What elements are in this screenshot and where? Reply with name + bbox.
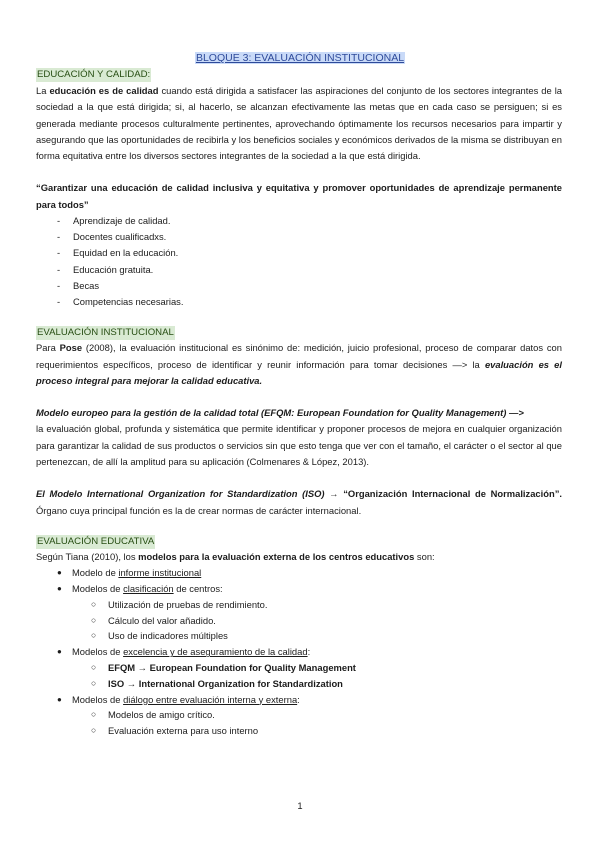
paragraph: Modelo europeo para la gestión de la calidad total (EFQM: European Foundation for Quality Management) —> — [36, 407, 524, 419]
list-item: - Educación gratuita. — [36, 262, 562, 278]
list-item: ● Modelos de clasificación de centros: ○ Utilización de pruebas de rendimiento. ○ Cálculo del valor añadido. ○ Uso de indicadores múltiples — [36, 581, 562, 644]
section-evaluacion-educativa — [36, 535, 562, 739]
section-heading: EVALUACIÓN INSTITUCIONAL — [37, 327, 174, 339]
sub-list-item: ○ Uso de indicadores múltiples — [91, 630, 228, 642]
paragraph: El Modelo International Organization for Standardization (ISO) → “Organización Internacional de Normalización”. Órgano cuya principal función es la de crear normas de carácter internacional. — [36, 488, 562, 516]
sub-list-item: ○ Cálculo del valor añadido. — [91, 614, 216, 626]
sub-list-item: ○ Evaluación externa para uso interno — [91, 725, 259, 737]
paragraph: Para Pose (2008), la evaluación institucional es sinónimo de: medición, juicio profesional, proceso de comparar datos con requerimientos específicos, proceso de identificar y reunir información para tomar decisiones —> la evaluación es el proceso integral para mejorar la calidad educativa. — [36, 342, 562, 386]
list-item: - Docentes cualificadxs. — [36, 229, 562, 245]
list-item: - Equidad en la educación. — [36, 245, 562, 261]
model-list — [36, 565, 562, 739]
quote: “Garantizar una educación de calidad inclusiva y equitativa y promover oportunidades de aprendizaje permanente para todos” — [36, 182, 562, 210]
paragraph: Según Tiana (2010), los modelos para la evaluación externa de los centros educativos son: — [36, 550, 435, 562]
paragraph: la evaluación global, profunda y sistemática que permite identificar y proponer procesos de mejora en cualquier organización para garantizar la calidad de sus productos o servicios sin que esto tenga que ver con el tamaño, el carácter o el sector al que pertenezcan, de allí la amplitud para su aplicación (Colmenares & López, 2013). — [36, 423, 562, 468]
list-item: - Competencias necesarias. — [36, 294, 562, 310]
bullet-list — [36, 213, 562, 310]
page-title: BLOQUE 3: EVALUACIÓN INSTITUCIONAL — [195, 52, 405, 64]
list-item: - Aprendizaje de calidad. — [36, 213, 562, 229]
section-evaluacion-institucional — [36, 326, 562, 519]
sub-list-item: ○ EFQM → European Foundation for Quality Management — [91, 662, 356, 674]
list-item: ● Modelos de excelencia y de aseguramiento de la calidad: ○ EFQM → European Foundation for Quality Management ○ ISO → International Organization for Standardization — [36, 644, 562, 691]
sub-list-item: ○ Modelos de amigo crítico. — [91, 709, 215, 721]
sub-list — [72, 660, 562, 692]
page-number: 1 — [297, 800, 303, 811]
list-item: ● Modelo de informe institucional — [57, 567, 202, 579]
list-item: ● Modelos de diálogo entre evaluación interna y externa: ○ Modelos de amigo crítico. ○ Evaluación externa para uso interno — [36, 692, 562, 739]
paragraph: La educación es de calidad cuando está dirigida a satisfacer las aspiraciones del conjunto de los sectores integrantes de la sociedad a la que está dirigida; si, al hacerlo, se alcanzan efectivamente las metas que en cada caso se persiguen; si es generada mediante procesos culturalmente pertinentes, aprovechando óptimamente los recursos necesarios para impartir y asegurando que las oportunidades de recibirla y los beneficios sociales y económicos derivados de la misma se distribuyan en forma equitativa entre los diversos sectores integrantes de la sociedad a la que está dirigida. — [36, 85, 562, 162]
sub-list-item: ○ ISO → International Organization for Standardization — [91, 677, 343, 689]
document-content — [36, 68, 562, 739]
sub-list — [72, 707, 562, 739]
section-heading: EVALUACIÓN EDUCATIVA — [37, 535, 155, 547]
section-heading: EDUCACIÓN Y CALIDAD: — [37, 69, 151, 80]
section-educacion-calidad — [36, 68, 562, 310]
sub-list-item: ○ Utilización de pruebas de rendimiento. — [91, 598, 268, 610]
list-item: - Becas — [36, 278, 562, 294]
sub-list — [72, 597, 562, 644]
